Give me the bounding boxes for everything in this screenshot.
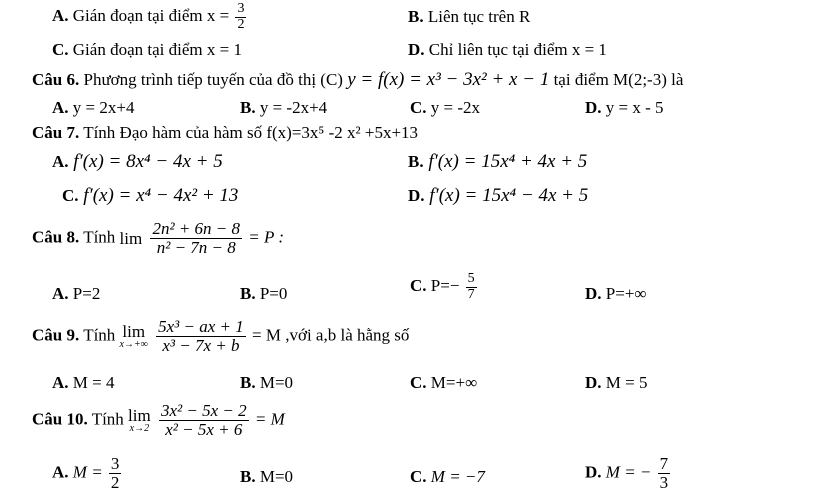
option-label: B.: [240, 373, 256, 392]
limit-fraction: [150, 220, 242, 257]
q8-option-d: [585, 285, 647, 304]
lim-subscript: x→+∞: [119, 338, 148, 350]
q6-option-a: [52, 99, 134, 118]
denominator: 3: [659, 472, 669, 492]
q10-option-d: [585, 455, 672, 492]
q9-option-b: [240, 374, 293, 393]
lim-text: lim: [128, 405, 151, 425]
option-label: B.: [240, 284, 256, 303]
option-text: M =: [72, 462, 103, 482]
option-label: B.: [240, 98, 256, 117]
q8-option-c: [410, 272, 479, 302]
fraction: [109, 455, 122, 492]
formula: y = f(x) = x³ − 3x² + x − 1: [347, 69, 550, 90]
question-tail: = P :: [248, 227, 284, 247]
option-label: C.: [52, 40, 69, 59]
q7-option-d: [408, 186, 588, 207]
limit-fraction: [159, 402, 249, 439]
option-text: f′(x) = 8x⁴ − 4x + 5: [73, 151, 223, 172]
q7-option-b: [408, 152, 587, 173]
q5-option-d: [408, 41, 607, 60]
question-label: Câu 7.: [32, 123, 80, 142]
option-text: M = 4: [72, 373, 115, 392]
limit-operator: [120, 230, 143, 247]
numerator: 7: [659, 454, 669, 473]
limit-operator: [120, 323, 148, 350]
option-text: M = −: [605, 462, 652, 482]
question-text: Tính: [83, 325, 116, 345]
lim-text: lim: [119, 228, 143, 248]
question-text: Tính: [83, 227, 116, 247]
denominator: 2: [110, 472, 120, 492]
q7-stem: [32, 124, 418, 143]
q10-stem: [32, 402, 285, 439]
numerator: 5x³ − ax + 1: [158, 317, 244, 336]
numerator: 5: [467, 271, 475, 286]
q7-option-c: [62, 186, 238, 207]
option-label: A.: [52, 373, 69, 392]
option-label: D.: [585, 462, 602, 482]
lim-text: lim: [122, 321, 146, 341]
q5-option-a: [52, 2, 248, 32]
q9-stem: [32, 318, 409, 355]
q6-option-b: [240, 99, 327, 118]
option-label: D.: [408, 40, 425, 59]
q6-option-c: [410, 99, 480, 118]
question-tail: tại điểm M(2;-3) là: [553, 70, 684, 89]
q9-option-d: [585, 374, 647, 393]
option-text: P=−: [430, 276, 460, 296]
option-text: Chỉ liên tục tại điểm x = 1: [428, 40, 607, 59]
q7-option-a: [52, 152, 223, 173]
option-text: f′(x) = 15x⁴ − 4x + 5: [429, 185, 589, 206]
option-label: A.: [52, 152, 69, 171]
option-text: M = 5: [605, 373, 648, 392]
denominator: x² − 5x + 6: [165, 419, 243, 439]
denominator: x³ − 7x + b: [162, 335, 240, 355]
numerator: 2n² + 6n − 8: [152, 219, 241, 238]
q9-option-c: [410, 374, 477, 393]
option-text: Liên tục trên R: [427, 7, 531, 26]
option-label: A.: [52, 284, 69, 303]
q8-stem: [32, 220, 284, 257]
numerator: 3: [110, 454, 120, 473]
option-text: Gián đoạn tại điểm x = 1: [72, 40, 242, 59]
q6-stem: [32, 70, 683, 91]
option-label: B.: [408, 7, 424, 26]
question-tail: = M ,với a,b là hằng số: [252, 325, 410, 345]
q10-option-b: [240, 468, 293, 487]
option-label: A.: [52, 6, 69, 26]
option-text: P=2: [72, 284, 101, 303]
numerator: 3x² − 5x − 2: [160, 401, 247, 420]
denominator: n² − 7n − 8: [156, 237, 236, 257]
option-text: y = -2x+4: [259, 98, 328, 117]
question-text: Tính Đạo hàm của hàm số f(x)=3x⁵ -2 x² +5x+13: [83, 123, 419, 142]
option-text: M = −7: [430, 467, 485, 486]
question-text: Phương trình tiếp tuyến của đồ thị (C): [83, 70, 343, 89]
option-label: C.: [62, 186, 79, 205]
option-text: f′(x) = 15x⁴ + 4x + 5: [428, 151, 588, 172]
lim-subscript: x→2: [129, 422, 150, 434]
q5-option-c: [52, 41, 242, 60]
option-text: P=+∞: [605, 284, 647, 303]
question-text: Tính: [91, 409, 124, 429]
option-label: C.: [410, 467, 427, 486]
option-text: P=0: [259, 284, 288, 303]
option-text: y = x - 5: [605, 98, 664, 117]
option-text: y = 2x+4: [72, 98, 135, 117]
option-text: M=+∞: [430, 373, 478, 392]
q10-option-c: [410, 468, 485, 487]
q9-option-a: [52, 374, 114, 393]
option-label: B.: [408, 152, 424, 171]
option-label: D.: [585, 373, 602, 392]
denominator: 7: [467, 286, 475, 302]
option-label: C.: [410, 373, 427, 392]
q10-option-a: [52, 455, 123, 492]
denominator: 2: [237, 16, 245, 32]
fraction: [466, 272, 477, 302]
option-label: C.: [410, 98, 427, 117]
question-label: Câu 8.: [32, 227, 80, 247]
option-text: Gián đoạn tại điểm x =: [72, 6, 230, 26]
numerator: 3: [237, 1, 245, 16]
question-label: Câu 6.: [32, 70, 80, 89]
option-label: C.: [410, 276, 427, 296]
option-label: D.: [585, 98, 602, 117]
option-label: D.: [408, 186, 425, 205]
q8-option-b: [240, 285, 287, 304]
option-label: B.: [240, 467, 256, 486]
limit-operator: [128, 407, 151, 434]
option-text: M=0: [259, 467, 294, 486]
option-text: M=0: [259, 373, 294, 392]
q6-option-d: [585, 99, 664, 118]
fraction: [658, 455, 671, 492]
question-label: Câu 10.: [32, 409, 88, 429]
option-label: D.: [585, 284, 602, 303]
q8-option-a: [52, 285, 100, 304]
option-text: y = -2x: [430, 98, 481, 117]
limit-fraction: [156, 318, 246, 355]
question-label: Câu 9.: [32, 325, 80, 345]
option-text: f′(x) = x⁴ − 4x² + 13: [83, 185, 239, 206]
fraction: [235, 2, 246, 32]
question-tail: = M: [254, 409, 285, 429]
q5-option-b: [408, 8, 530, 27]
option-label: A.: [52, 98, 69, 117]
option-label: A.: [52, 462, 69, 482]
